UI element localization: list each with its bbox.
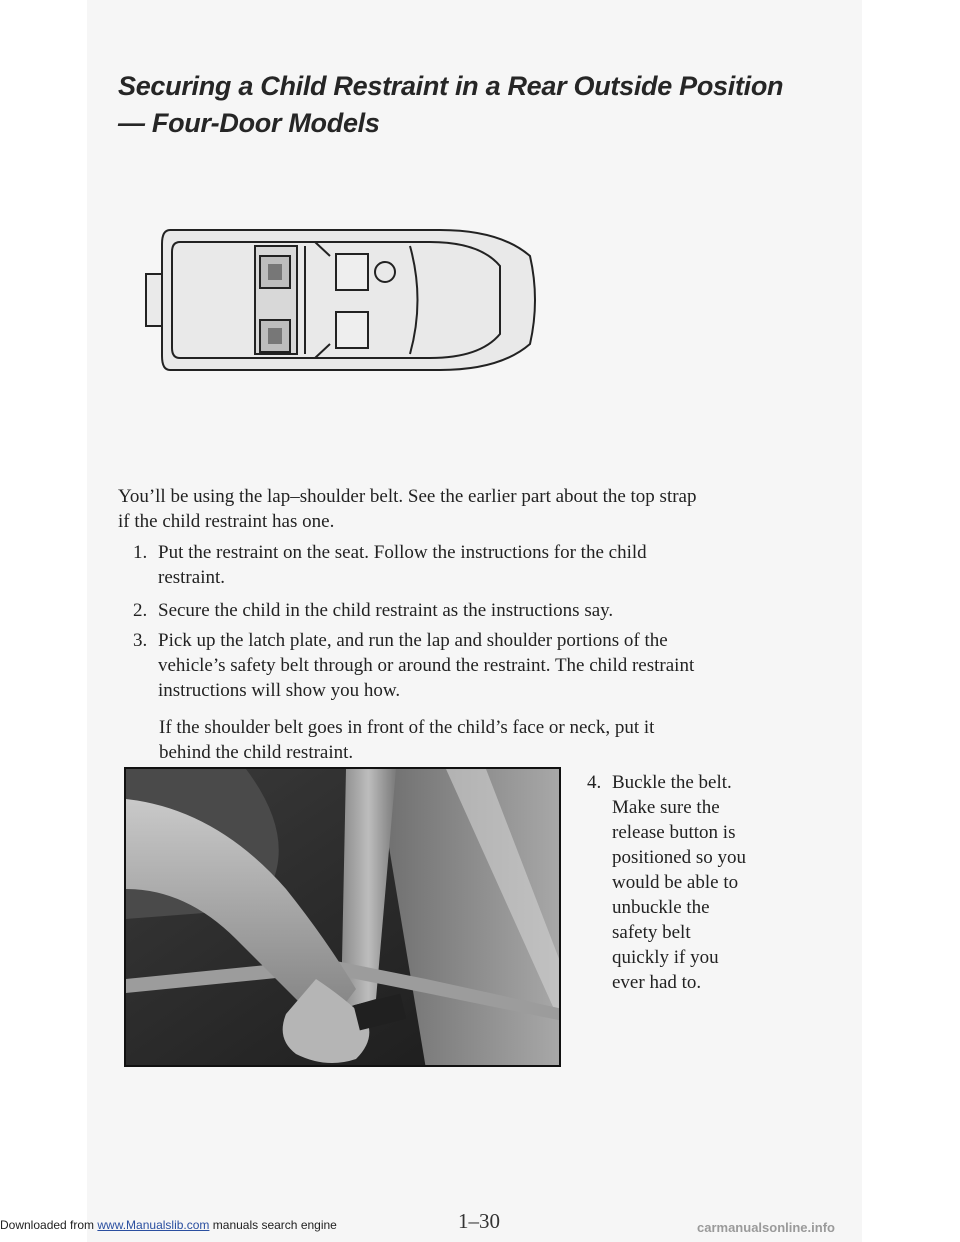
intro-paragraph [118,484,798,534]
step-number: 1. [133,542,148,563]
shoulder-belt-note [159,715,729,765]
site-watermark: carmanualsonline.info [697,1220,835,1235]
step-number: 4. [587,772,602,793]
step-1-line-2: restraint. [158,567,226,588]
download-footer [0,1218,337,1232]
step-4-line-1: Buckle the belt. [612,772,732,793]
intro-line-2: if the child restraint has one. [118,511,335,532]
step-4-line-4: positioned so you [612,847,747,868]
step-2 [133,598,773,623]
step-4-line-7: safety belt [612,922,691,943]
step-4-line-8: quickly if you [612,947,719,968]
step-3-line-1: Pick up the latch plate, and run the lap and shoulder portions of the [158,630,668,651]
vehicle-seating-diagram [140,216,540,384]
step-number: 2. [133,600,148,621]
step-3-line-3: instructions will show you how. [158,680,401,701]
step-1 [133,540,773,590]
title-line-1: Securing a Child Restraint in a Rear Outside Position [118,71,784,101]
note-line-2: behind the child restraint. [159,742,354,763]
intro-line-1: You’ll be using the lap–shoulder belt. See the earlier part about the top strap [118,486,697,507]
step-1-line-1: Put the restraint on the seat. Follow the instructions for the child [158,542,647,563]
step-3 [133,628,793,703]
footer-prefix: Downloaded from [0,1218,98,1232]
belt-buckle-photo [124,767,561,1067]
note-line-1: If the shoulder belt goes in front of the child’s face or neck, put it [159,717,655,738]
page-number: 1–30 [458,1209,500,1233]
step-3-line-2: vehicle’s safety belt through or around the restraint. The child restraint [158,655,695,676]
manualslib-link[interactable]: www.Manualslib.com [97,1218,210,1232]
step-number: 3. [133,630,148,651]
step-4-line-3: release button is [612,822,736,843]
step-4-line-9: ever had to. [612,972,702,993]
step-4-line-2: Make sure the [612,797,720,818]
step-4 [587,770,787,1000]
step-4-line-6: unbuckle the [612,897,710,918]
step-4-line-5: would be able to [612,872,739,893]
page-title [118,68,818,142]
belt-buckle-illustration [126,769,561,1067]
footer-suffix: manuals search engine [209,1218,337,1232]
title-line-2: — Four-Door Models [118,108,380,138]
step-2-line-1: Secure the child in the child restraint as the instructions say. [158,600,614,621]
